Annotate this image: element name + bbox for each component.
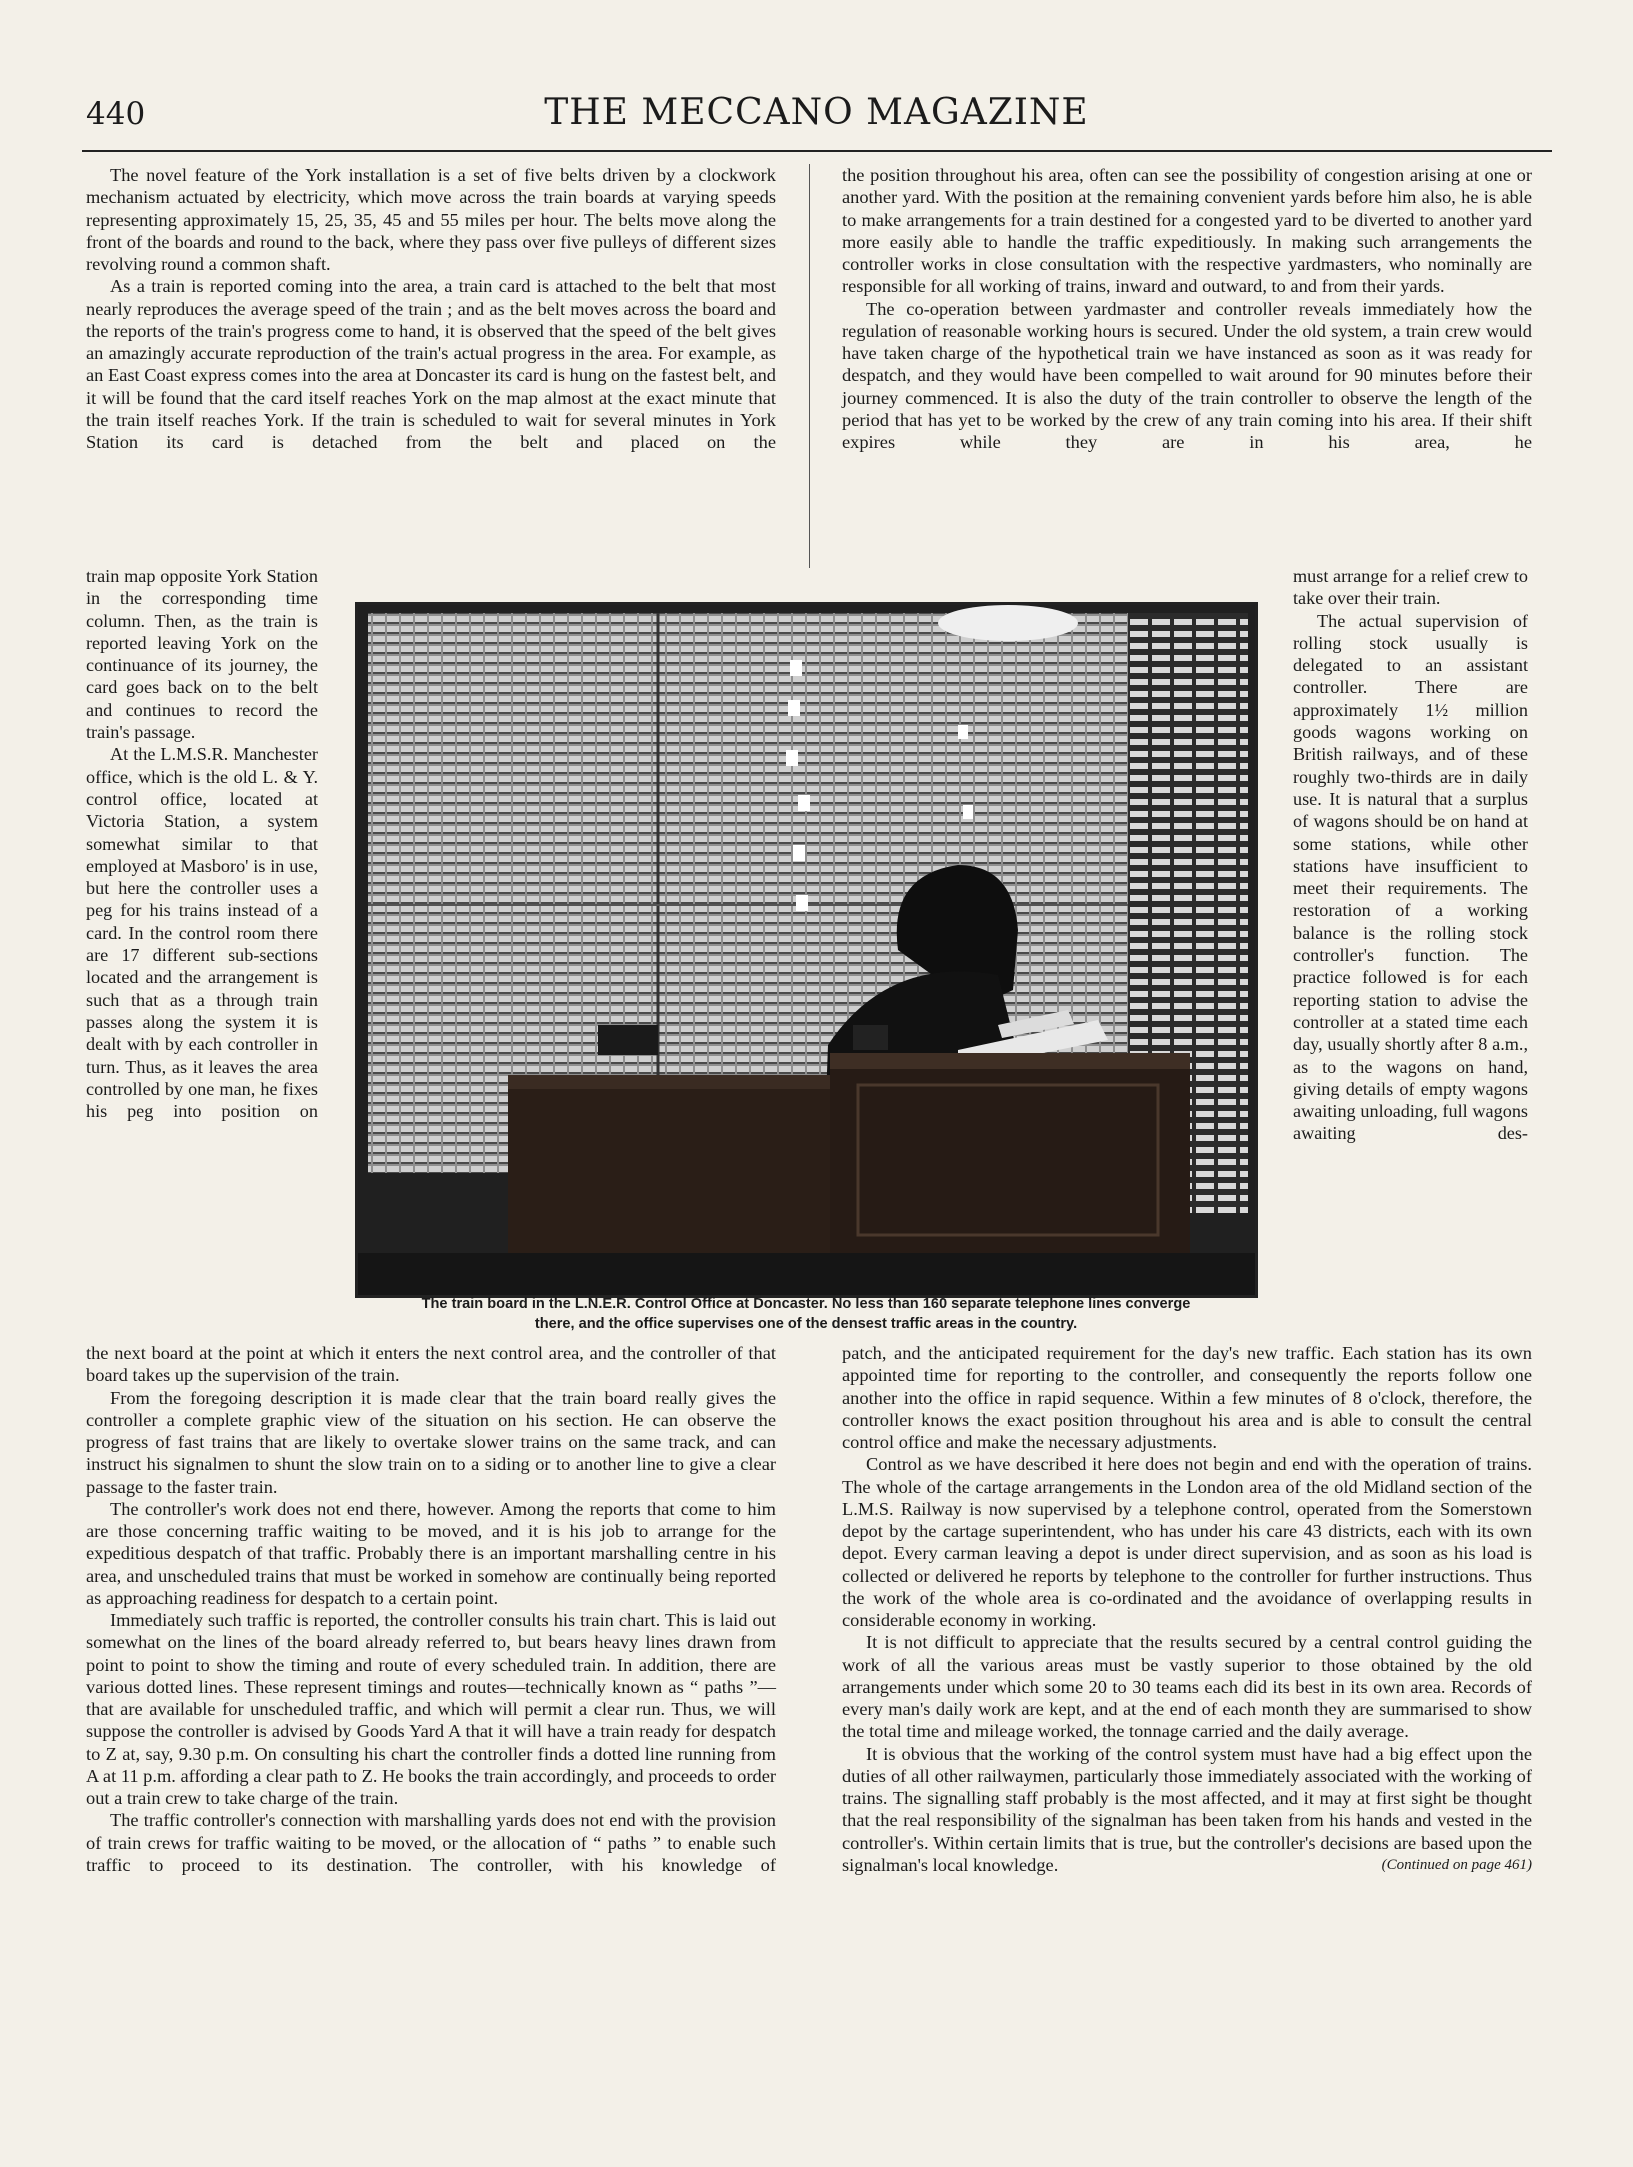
page-number: 440 — [86, 96, 146, 132]
paragraph: The traffic controller's connection with marshalling yards does not end with the provision of train crews for traffic waiting to be moved, or the allocation of “ paths ” to enable such traffic to proceed to its destination. The controller, with his knowledge of — [86, 1810, 776, 1875]
left-column-top-text — [86, 164, 776, 453]
caption-line: The train board in the L.N.E.R. Control Office at Doncaster. No less than 160 separate telephone lines converge — [421, 1296, 1191, 1312]
paragraph: From the foregoing description it is made clear that the train board really gives the controller a complete graphic view of the situation on his section. He can observe the progress of fast trains that are likely to overtake slower trains on the same track, and can instruct his signalmen to shunt the slow train on to a siding or to another line to give a clear passage to the faster train. — [86, 1387, 776, 1497]
paragraph: As a train is reported coming into the area, a train card is attached to the belt that most nearly reproduces the average speed of the train ; and as the belt moves across the board and the reports of the train's progress come to hand, it is observed that the speed of the belt gives an amazingly accurate reproduction of the train's actual progress in the area. For example, as an East Coast express comes into the area at Doncaster its card is hung on the fastest belt, and it will be found that the card itself reaches York on the map almost at the exact minute that the train itself reaches York. If the train is scheduled to wait for several minutes in York Station its card is detached from the belt and placed on the — [86, 276, 776, 452]
header-rule — [82, 150, 1552, 152]
paragraph — [842, 1743, 1532, 1877]
paragraph: Immediately such traffic is reported, the controller consults his train chart. This is laid out somewhat on the lines of the board already referred to, but bears heavy lines drawn from point to point to show the timing and route of every scheduled train. In addition, there are various dotted lines. These represent timings and routes—technically known as “ paths ”—that are available for unscheduled traffic, and which will permit a clear run. Thus, we will suppose the controller is advised by Goods Yard A that it will have a train ready for despatch to Z at, say, 9.30 p.m. On consulting his chart the controller finds a dotted line running from A at 11 p.m. affording a clear path to Z. He books the train accordingly, and proceeds to order out a train crew to take charge of the train. — [86, 1610, 776, 1808]
paragraph: The controller's work does not end there, however. Among the reports that come to him are those concerning traffic waiting to be moved, and it is his job to arrange for the expeditious despatch of that traffic. Probably there is an important marshalling centre in his area, and unscheduled trains that must be worked in somehow are continually being reported as approaching readiness for despatch to a certain point. — [86, 1498, 776, 1608]
left-column-bottom-text — [86, 1342, 776, 1876]
paragraph: The actual supervision of rolling stock usually is delegated to an assistant controller. There are approximately 1½ million goods wagons working on British railways, and of these roughly two-thirds are in daily use. It is natural that a surplus of wagons should be on hand at some stations, while other stations have insufficient to meet their requirements. The restoration of a working balance is the rolling stock controller's function. The practice followed is for each reporting station to advise the controller at a stated time each day, usually shortly after 8 a.m., as to the wagons on hand, giving details of empty wagons awaiting unloading, full wagons awaiting des- — [1293, 610, 1528, 1144]
photo-caption — [330, 1294, 1282, 1334]
column-divider — [809, 164, 810, 568]
continued-note: (Continued on page 461) — [1381, 1856, 1532, 1873]
right-narrow-text — [1293, 565, 1528, 1145]
paragraph: At the L.M.S.R. Manchester office, which is the old L. & Y. control office, located at Victoria Station, a system somewhat similar to that employed at Masboro' is in use, but here the controller uses a peg for his trains instead of a card. In the control room there are 17 different sub-sections located and the arrangement is such that as a through train passes along the system it is dealt with by each controller in turn. Thus, as it leaves the area controlled by one man, he fixes his peg into position on — [86, 744, 318, 1122]
paragraph: The co-operation between yardmaster and controller reveals immediately how the regulation of reasonable working hours is secured. Under the old system, a train crew would have taken charge of the hypothetical train we have instanced as soon as it was ready for despatch, and they would have been compelled to wait around for 90 minutes before their journey commenced. It is also the duty of the train controller to observe the length of the period that has yet to be worked by the crew of any train coming into his area. If their shift expires while they are in his area, he — [842, 298, 1532, 452]
paragraph: the next board at the point at which it enters the next control area, and the controller of that board takes up the supervision of the train. — [86, 1343, 776, 1386]
photo-illustration — [358, 605, 1255, 1295]
paragraph: must arrange for a relief crew to take over their train. — [1293, 566, 1528, 609]
paragraph: The novel feature of the York installation is a set of five belts driven by a clockwork mechanism actuated by electricity, which move across the train boards at varying speeds representing approximately 15, 25, 35, 45 and 55 miles per hour. The belts move along the front of the boards and round to the back, where they pass over five pulleys of different sizes revolving round a common shaft. — [86, 165, 776, 274]
paragraph-text: It is obvious that the working of the control system must have had a big effect upon the duties of all other railwaymen, particularly those immediately associated with the working of trains. The signalling staff probably is the most affected, and it may at first sight be thought that the real responsibility of the signalman has been taken from his hands and vested in the controller's. Within certain limits that is true, but the controller's decisions are based upon the signalman's local knowledge. — [842, 1743, 1532, 1875]
left-narrow-text — [86, 565, 318, 1122]
paragraph: patch, and the anticipated requirement for the day's new traffic. Each station has its own appointed time for reporting to the controller, and consequently the reports follow one another into the office in rapid sequence. Within a few minutes of 8 o'clock, therefore, the controller knows the exact position throughout his area and is able to consult the central control office and make the necessary adjustments. — [842, 1343, 1532, 1452]
paragraph: the position throughout his area, often can see the possibility of congestion arising at one or another yard. With the position at the remaining convenient yards before him also, he is able to make arrangements for a train destined for a congested yard to be diverted to another yard more easily able to handle the traffic expeditiously. In making such arrangements the controller works in close consultation with the respective yardmasters, who nominally are responsible for all working of trains, inward and outward, to and from their yards. — [842, 165, 1532, 297]
caption-line: there, and the office supervises one of the densest traffic areas in the country. — [534, 1316, 1078, 1332]
magazine-title: THE MECCANO MAGAZINE — [544, 92, 1089, 133]
paragraph: Control as we have described it here does not begin and end with the operation of trains. The whole of the cartage arrangements in the London area of the old Midland section of the L.M.S. Railway is now supervised by a telephone control, operated from the Somerstown depot by the cartage superintendent, who has under his care 43 districts, each with its own depot. Every carman leaving a depot is under direct supervision, and as soon as his load is collected or delivered he reports by telephone to the controller for further instructions. Thus the work of the whole area is co-ordinated and the avoidance of overlapping results in considerable economy in working. — [842, 1454, 1532, 1630]
paragraph: train map opposite York Station in the corresponding time column. Then, as the train is reported leaving York on the continuance of its journey, the card goes back on to the belt and continues to record the train's passage. — [86, 566, 318, 743]
right-column-top-text — [842, 164, 1532, 453]
train-board-photo — [355, 602, 1258, 1298]
right-column-bottom-text — [842, 1342, 1532, 1876]
paragraph: It is not difficult to appreciate that the results secured by a central control guiding the work of all the various areas must be vastly superior to those obtained by the old arrangements under which some 20 to 30 teams each did its best in its own area. Records of every man's daily work are kept, and at the end of each month they are summarised to show the total time and mileage worked, the tonnage carried and the daily average. — [842, 1632, 1532, 1742]
